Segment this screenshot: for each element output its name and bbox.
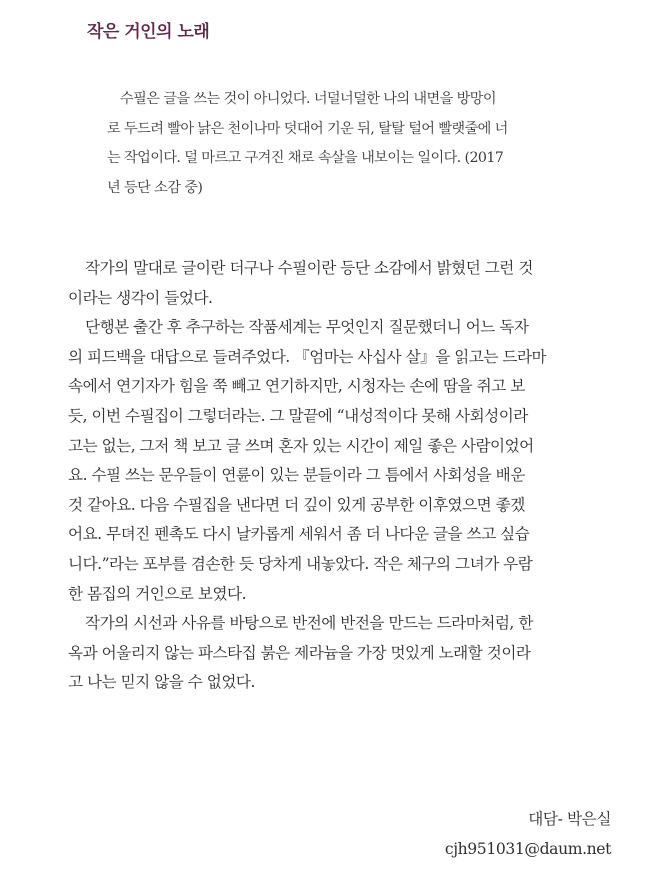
body-line: 어요. 무뎌진 펜촉도 다시 날카롭게 세워서 좀 더 나다운 글을 쓰고 싶습 bbox=[68, 525, 530, 544]
quote-line: 로 두드려 빨아 낡은 천이나마 덧대어 기운 뒤, 탈탈 털어 빨랫줄에 너 bbox=[107, 120, 508, 137]
paragraph-2 bbox=[68, 313, 628, 609]
body-line: 고는 없는, 그저 책 보고 글 쓰며 혼자 있는 시간이 제일 좋은 사람이었어 bbox=[68, 436, 534, 455]
body-line: 고 나는 믿지 않을 수 없었다. bbox=[68, 673, 255, 692]
body-line: 옥과 어울리지 않는 파스타집 붉은 제라늄을 가장 멋있게 노래할 것이라 bbox=[68, 643, 531, 662]
body-line: 것 같아요. 다음 수필집을 낸다면 더 깊이 있게 공부한 이후였으면 좋겠 bbox=[68, 495, 525, 514]
body-line: 요. 수필 쓰는 문우들이 연륜이 있는 분들이라 그 틈에서 사회성을 배운 bbox=[68, 466, 525, 485]
byline: 대담- 박은실 bbox=[528, 810, 611, 828]
paragraph-3 bbox=[68, 609, 628, 698]
quote-line: 년 등단 소감 중) bbox=[107, 179, 203, 196]
body-line: 한 몸집의 거인으로 보였다. bbox=[68, 584, 247, 603]
body-line: 니다.”라는 포부를 겸손한 듯 당차게 내놓았다. 작은 체구의 그녀가 우람 bbox=[68, 554, 533, 573]
body-line: 단행본 출간 후 추구하는 작품세계는 무엇인지 질문했더니 어느 독자 bbox=[85, 318, 529, 337]
epigraph-quote bbox=[107, 85, 607, 203]
article-title: 작은 거인의 노래 bbox=[87, 22, 210, 42]
body-line: 듯, 이번 수필집이 그렇더라는. 그 말끝에 “내성적이다 못해 사회성이라 bbox=[68, 406, 528, 425]
body-line: 작가의 말대로 글이란 더구나 수필이란 등단 소감에서 밝혔던 그런 것 bbox=[85, 259, 533, 277]
body-line: 의 피드백을 대답으로 들려주었다. 『엄마는 사십사 살』을 읽고는 드라마 bbox=[68, 347, 547, 366]
quote-line: 수필은 글을 쓰는 것이 아니었다. 너덜너덜한 나의 내면을 방망이 bbox=[120, 91, 496, 107]
paragraph-1 bbox=[68, 254, 628, 313]
article-body bbox=[68, 254, 628, 698]
author-email: cjh951031@daum.net bbox=[444, 840, 611, 858]
body-line: 작가의 시선과 사유를 바탕으로 반전에 반전을 만드는 드라마처럼, 한 bbox=[85, 614, 533, 633]
body-line: 이라는 생각이 들었다. bbox=[68, 288, 213, 307]
signature-block bbox=[445, 804, 611, 864]
quote-line: 는 작업이다. 덜 마르고 구겨진 채로 속살을 내보이는 일이다. (2017 bbox=[107, 150, 504, 166]
body-line: 속에서 연기자가 힘을 쭉 빼고 연기하지만, 시청자는 손에 땀을 쥐고 보 bbox=[68, 377, 525, 396]
